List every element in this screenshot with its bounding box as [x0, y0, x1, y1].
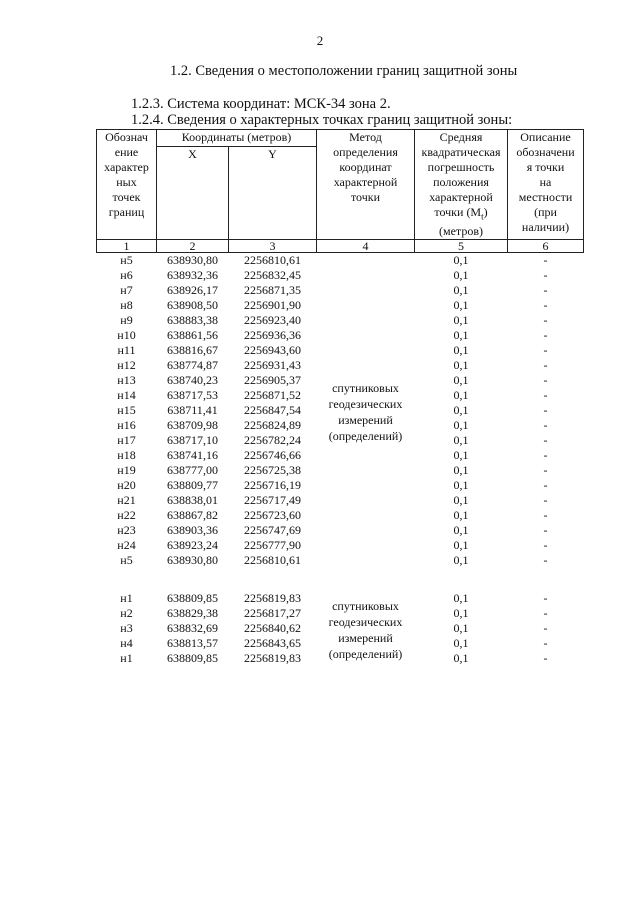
- point-name: н5: [120, 253, 133, 268]
- coord-y: 2256819,83: [244, 651, 301, 666]
- error-value: 0,1: [453, 553, 469, 568]
- description-value: -: [543, 606, 548, 621]
- description-value: -: [543, 373, 548, 388]
- coord-x: 638867,82: [167, 508, 218, 523]
- error-value: 0,1: [453, 478, 469, 493]
- error-value: 0,1: [453, 373, 469, 388]
- coord-x: 638717,10: [167, 433, 218, 448]
- point-name: н22: [117, 508, 136, 523]
- description-value: -: [543, 358, 548, 373]
- table-row: [97, 591, 584, 606]
- coord-y: 2256901,90: [244, 298, 301, 313]
- error-value: 0,1: [453, 343, 469, 358]
- point-name: н16: [117, 418, 136, 433]
- column-number: 5: [415, 240, 508, 253]
- coord-x: 638709,98: [167, 418, 218, 433]
- header-coordinates: Координаты (метров): [157, 130, 317, 147]
- description-value: -: [543, 343, 548, 358]
- error-value: 0,1: [453, 538, 469, 553]
- point-name: н20: [117, 478, 136, 493]
- coord-x: 638816,67: [167, 343, 218, 358]
- header-error: Средняя квадратическая погрешность положения характерной точки $(M_t)$ (метров): [415, 130, 508, 240]
- header-description: Описание обозначени я точки на местности (при наличии): [508, 130, 584, 240]
- coord-y: 2256923,40: [244, 313, 301, 328]
- coord-y: 2256840,62: [244, 621, 301, 636]
- coord-y: 2256810,61: [244, 553, 301, 568]
- coord-y: 2256871,52: [244, 388, 301, 403]
- description-value: -: [543, 448, 548, 463]
- error-value: 0,1: [453, 388, 469, 403]
- error-value: 0,1: [453, 433, 469, 448]
- coord-x: 638717,53: [167, 388, 218, 403]
- point-name: н21: [117, 493, 136, 508]
- coord-y: 2256716,19: [244, 478, 301, 493]
- point-name: н5: [120, 553, 133, 568]
- coord-x: 638930,80: [167, 253, 218, 268]
- point-name: н12: [117, 358, 136, 373]
- point-name: н13: [117, 373, 136, 388]
- spacer-cell: [97, 568, 584, 591]
- description-value: -: [543, 493, 548, 508]
- description-value: -: [543, 268, 548, 283]
- coord-x: 638777,00: [167, 463, 218, 478]
- point-name: н24: [117, 538, 136, 553]
- coord-x: 638740,23: [167, 373, 218, 388]
- description-value: -: [543, 388, 548, 403]
- error-value: 0,1: [453, 591, 469, 606]
- point-name: н11: [117, 343, 136, 358]
- column-number: 2: [157, 240, 229, 253]
- description-value: -: [543, 523, 548, 538]
- point-name: н7: [120, 283, 133, 298]
- description-value: -: [543, 621, 548, 636]
- method-cell: спутниковых геодезических измерений (определений): [328, 599, 403, 662]
- error-value: 0,1: [453, 606, 469, 621]
- coord-x: 638809,85: [167, 591, 218, 606]
- method-cell: спутниковых геодезических измерений (определений): [328, 381, 403, 444]
- description-value: -: [543, 253, 548, 268]
- point-name: н6: [120, 268, 133, 283]
- point-name: н8: [120, 298, 133, 313]
- column-number: 6: [508, 240, 584, 253]
- coord-x: 638809,77: [167, 478, 218, 493]
- coord-y: 2256723,60: [244, 508, 301, 523]
- description-value: -: [543, 508, 548, 523]
- table-caption: 1.2.4. Сведения о характерных точках границ защитной зоны:: [131, 112, 513, 128]
- coord-x: 638930,80: [167, 553, 218, 568]
- error-value: 0,1: [453, 328, 469, 343]
- error-value: 0,1: [453, 651, 469, 666]
- description-value: -: [543, 463, 548, 478]
- group-spacer: [97, 568, 584, 591]
- coord-y: 2256747,69: [244, 523, 301, 538]
- error-value: 0,1: [453, 253, 469, 268]
- coord-x: 638883,38: [167, 313, 218, 328]
- coord-x: 638829,38: [167, 606, 218, 621]
- coord-x: 638711,41: [167, 403, 218, 418]
- header-designation: Обознач ение характер ных точек границ: [97, 130, 157, 240]
- page-number: 2: [316, 33, 324, 48]
- coord-y: 2256782,24: [244, 433, 301, 448]
- error-value: 0,1: [453, 448, 469, 463]
- coordinate-system-line: 1.2.3. Система координат: МСК-34 зона 2.: [131, 96, 391, 112]
- error-value: 0,1: [453, 493, 469, 508]
- point-name: н19: [117, 463, 136, 478]
- coord-y: 2256817,27: [244, 606, 301, 621]
- error-value: 0,1: [453, 268, 469, 283]
- boundary-points-table: [96, 129, 584, 666]
- coord-y: 2256819,83: [244, 591, 301, 606]
- error-value: 0,1: [453, 358, 469, 373]
- coord-y: 2256810,61: [244, 253, 301, 268]
- coord-y: 2256746,66: [244, 448, 301, 463]
- error-value: 0,1: [453, 313, 469, 328]
- description-value: -: [543, 283, 548, 298]
- description-value: -: [543, 403, 548, 418]
- coord-x: 638926,17: [167, 283, 218, 298]
- description-value: -: [543, 418, 548, 433]
- coord-y: 2256725,38: [244, 463, 301, 478]
- table-row: [97, 253, 584, 269]
- header-y: Y: [229, 147, 317, 240]
- coord-x: 638813,57: [167, 636, 218, 651]
- point-name: н18: [117, 448, 136, 463]
- coord-y: 2256847,54: [244, 403, 301, 418]
- coord-y: 2256936,36: [244, 328, 301, 343]
- coord-y: 2256843,65: [244, 636, 301, 651]
- error-value: 0,1: [453, 523, 469, 538]
- coord-x: 638903,36: [167, 523, 218, 538]
- point-name: н10: [117, 328, 136, 343]
- coord-x: 638774,87: [167, 358, 218, 373]
- description-value: -: [543, 591, 548, 606]
- error-value: 0,1: [453, 403, 469, 418]
- error-value: 0,1: [453, 283, 469, 298]
- description-value: -: [543, 433, 548, 448]
- point-name: н1: [120, 591, 133, 606]
- description-value: -: [543, 636, 548, 651]
- coord-x: 638741,16: [167, 448, 218, 463]
- section-title: 1.2. Сведения о местоположении границ защитной зоны: [170, 63, 518, 79]
- coord-x: 638861,56: [167, 328, 218, 343]
- description-value: -: [543, 313, 548, 328]
- coord-x: 638809,85: [167, 651, 218, 666]
- coord-y: 2256824,89: [244, 418, 301, 433]
- coord-y: 2256832,45: [244, 268, 301, 283]
- error-value: 0,1: [453, 463, 469, 478]
- error-value: 0,1: [453, 621, 469, 636]
- error-value: 0,1: [453, 636, 469, 651]
- description-value: -: [543, 553, 548, 568]
- point-name: н14: [117, 388, 136, 403]
- coord-y: 2256931,43: [244, 358, 301, 373]
- column-number: 4: [317, 240, 415, 253]
- column-number: 3: [229, 240, 317, 253]
- header-x: X: [157, 147, 229, 240]
- description-value: -: [543, 651, 548, 666]
- coord-y: 2256777,90: [244, 538, 301, 553]
- point-name: н1: [120, 651, 133, 666]
- point-name: н2: [120, 606, 133, 621]
- point-name: н15: [117, 403, 136, 418]
- coord-y: 2256943,60: [244, 343, 301, 358]
- coord-x: 638923,24: [167, 538, 218, 553]
- point-name: н3: [120, 621, 133, 636]
- point-name: н9: [120, 313, 133, 328]
- coord-x: 638932,36: [167, 268, 218, 283]
- coord-x: 638832,69: [167, 621, 218, 636]
- error-value: 0,1: [453, 508, 469, 523]
- coord-x: 638908,50: [167, 298, 218, 313]
- coord-y: 2256905,37: [244, 373, 301, 388]
- point-name: н4: [120, 636, 133, 651]
- coord-y: 2256871,35: [244, 283, 301, 298]
- error-value: 0,1: [453, 418, 469, 433]
- coord-y: 2256717,49: [244, 493, 301, 508]
- description-value: -: [543, 328, 548, 343]
- point-name: н23: [117, 523, 136, 538]
- point-name: н17: [117, 433, 136, 448]
- column-numbers-row: [97, 240, 584, 253]
- column-number: 1: [97, 240, 157, 253]
- coord-x: 638838,01: [167, 493, 218, 508]
- description-value: -: [543, 478, 548, 493]
- error-value: 0,1: [453, 298, 469, 313]
- description-value: -: [543, 298, 548, 313]
- header-method: Метод определения координат характерной точки: [317, 130, 415, 240]
- description-value: -: [543, 538, 548, 553]
